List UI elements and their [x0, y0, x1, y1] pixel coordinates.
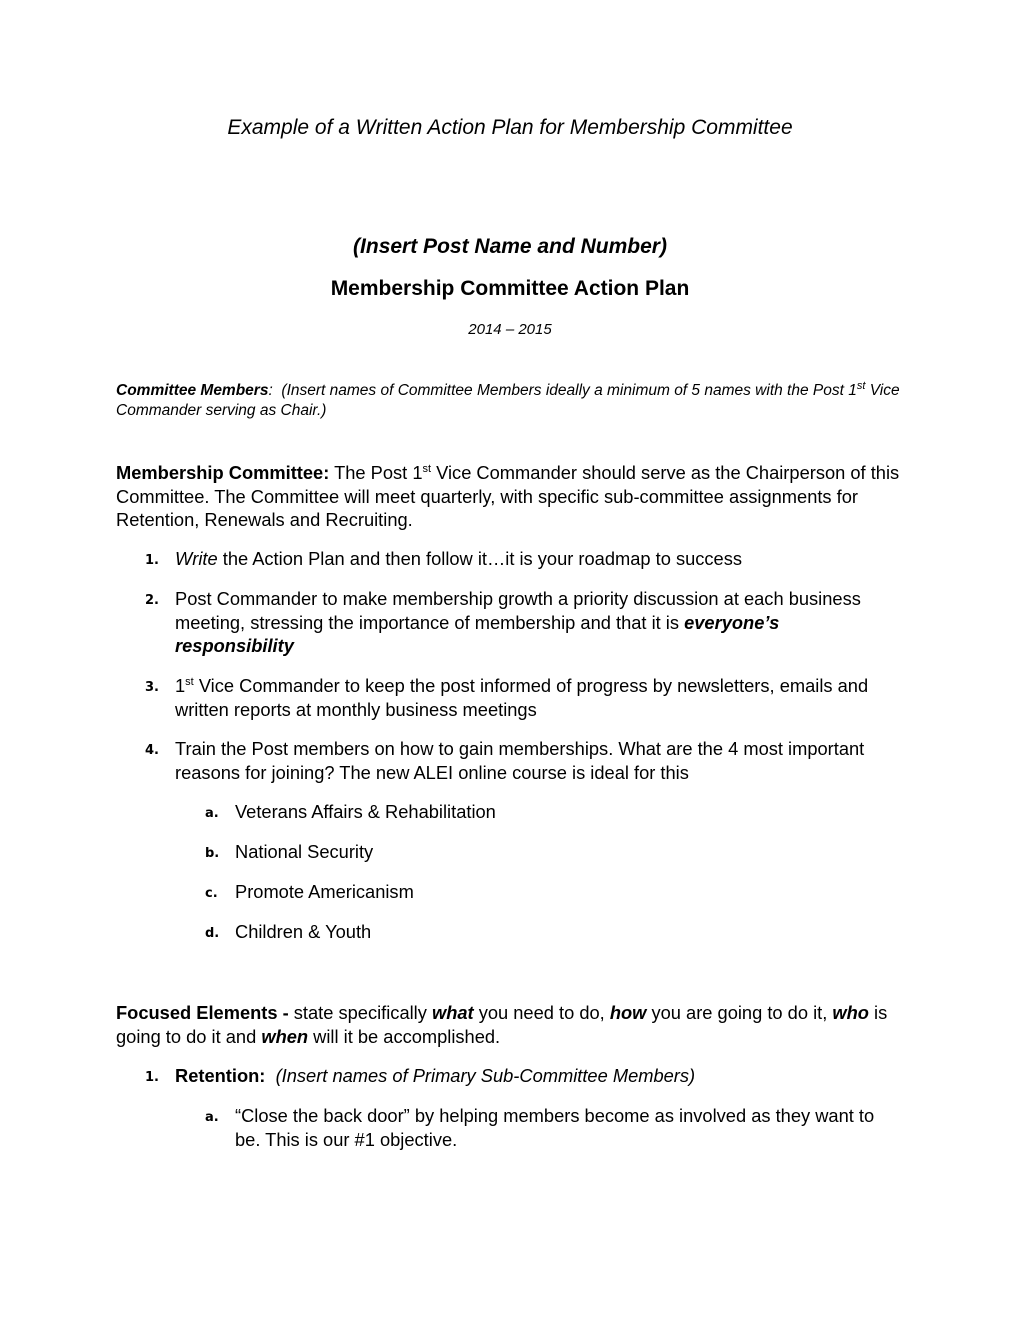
sublist-item: “Close the back door” by helping members become as involved as they want to be. This is our #1 objective.: [235, 1105, 875, 1150]
ordinal-number: 1: [175, 675, 186, 696]
list-number: 3.: [145, 680, 159, 695]
emphasis-how: how: [609, 1002, 647, 1023]
sublist-letter: d.: [205, 926, 220, 941]
retention-note: (Insert names of Primary Sub-Committee Members): [275, 1065, 696, 1086]
ordinal-suffix: st: [856, 379, 866, 392]
list-item: [175, 547, 900, 571]
list-number: 2.: [145, 593, 159, 608]
list-item-text: the Action Plan and then follow it…it is your roadmap to success: [217, 548, 742, 569]
list-item: [175, 674, 905, 721]
sublist-item: National Security: [235, 841, 374, 862]
sublist-item: Veterans Affairs & Rehabilitation: [235, 801, 496, 822]
plan-years: 2014 – 2015: [468, 321, 552, 338]
committee-members-label: Committee Members: [116, 382, 269, 399]
focused-text: you are going to do it,: [646, 1002, 833, 1023]
document-title: Example of a Written Action Plan for Membership Committee: [227, 116, 793, 139]
plan-title: Membership Committee Action Plan: [330, 277, 690, 300]
list-number: 1.: [145, 1070, 159, 1085]
retention-label: Retention:: [175, 1065, 266, 1086]
sublist-letter: a.: [205, 806, 219, 821]
committee-members-colon: :: [268, 382, 273, 399]
focused-elements-paragraph: [116, 1001, 916, 1048]
list-number: 1.: [145, 553, 159, 568]
list-number: 4.: [145, 743, 159, 758]
emphasis-who: who: [832, 1002, 869, 1023]
focused-elements-label: Focused Elements -: [116, 1002, 289, 1023]
list-item-text: Train the Post members on how to gain memberships. What are the 4 most important reasons for joining? The new ALEI online course is ideal for this: [175, 738, 865, 783]
ordinal-suffix: st: [422, 462, 432, 475]
post-name-placeholder: (Insert Post Name and Number): [353, 235, 667, 258]
list-item: [175, 737, 875, 784]
membership-committee-text-end: Vice Commander should serve as the Chairperson of this Committee. The Committee will meet quarterly, with specific sub-committee assignments for Retention, Renewals and Recruiting.: [116, 462, 900, 530]
emphasis-when: when: [261, 1025, 309, 1047]
sublist-letter: b.: [205, 846, 220, 861]
list-item-retention: [175, 1064, 900, 1088]
membership-committee-label: Membership Committee:: [116, 462, 330, 483]
list-item-text: Vice Commander to keep the post informed of progress by newsletters, emails and written reports at monthly business meetings: [175, 675, 869, 720]
focused-text: state specifically: [288, 1002, 432, 1023]
emphasis-what: what: [431, 1002, 474, 1023]
ordinal-suffix: st: [185, 675, 194, 688]
list-item-text: Post Commander to make membership growth a priority discussion at each business meeting, stressing the importance of membership and that it is: [175, 588, 861, 633]
emphasis-everyones-responsibility: everyone’s responsibility: [175, 611, 780, 656]
committee-members-text: (Insert names of Committee Members ideally a minimum of 5 names with the Post 1: [281, 382, 857, 399]
sublist-item: Children & Youth: [235, 921, 372, 942]
list-item: [175, 587, 875, 658]
focused-text: is going to do it and: [116, 1002, 888, 1047]
sublist-item: Promote Americanism: [235, 881, 414, 902]
membership-committee-text: The Post 1: [329, 462, 423, 483]
sublist-letter: c.: [205, 886, 218, 901]
emphasis-write: Write: [175, 548, 218, 569]
sublist-letter: a.: [205, 1110, 219, 1125]
membership-committee-paragraph: [116, 461, 906, 532]
committee-members-paragraph: [116, 381, 906, 421]
focused-text: will it be accomplished.: [308, 1025, 501, 1047]
focused-text: you need to do,: [473, 1002, 610, 1023]
committee-members-text-end: Vice Commander serving as Chair.): [116, 382, 900, 419]
